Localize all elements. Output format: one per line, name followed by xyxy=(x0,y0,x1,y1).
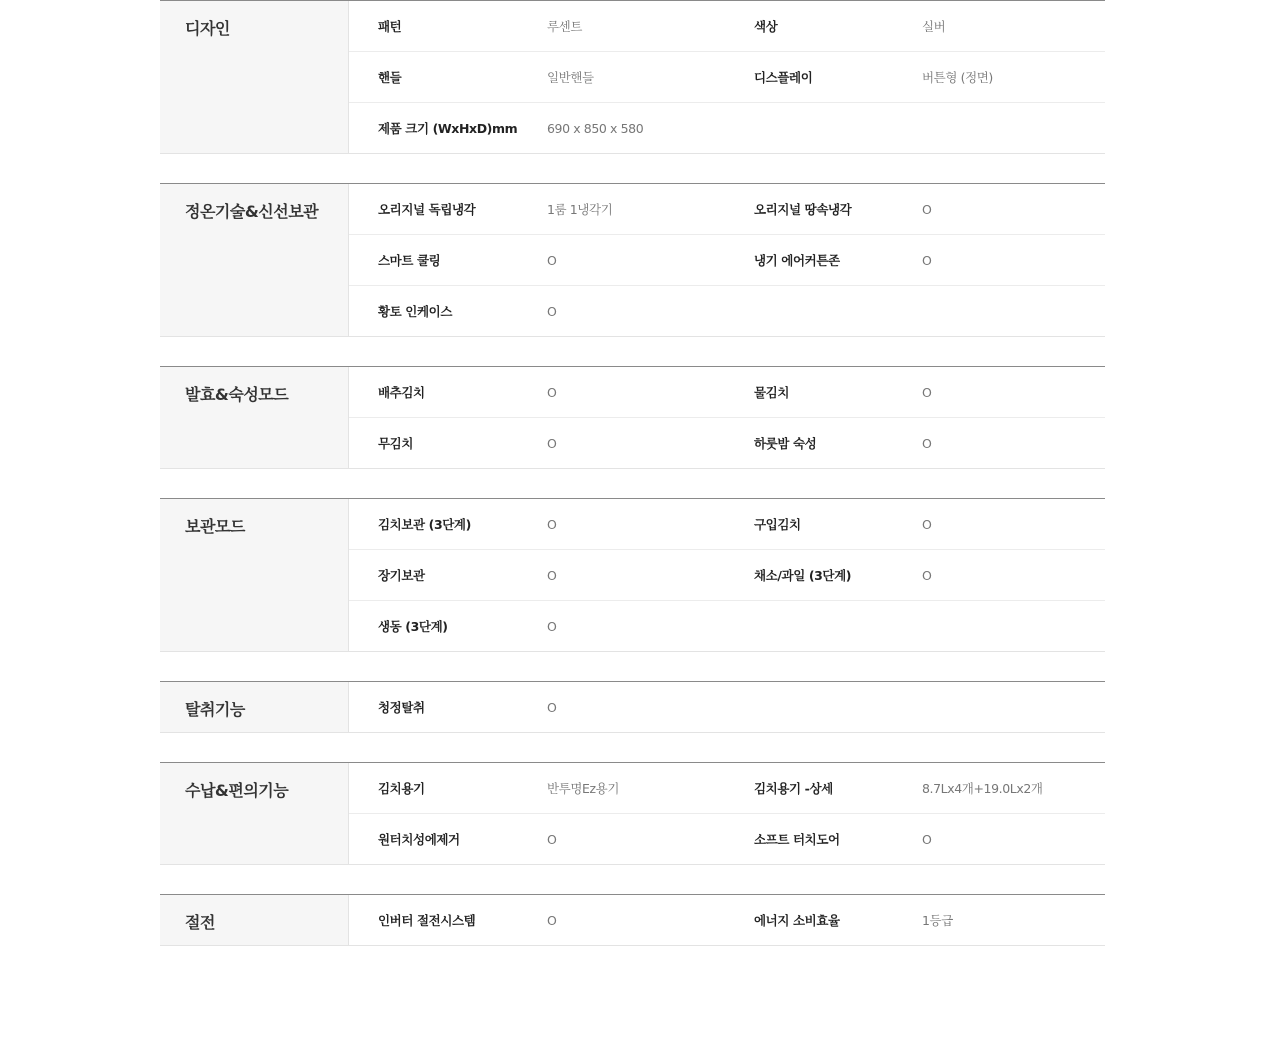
section-title: 정온기술&신선보관 xyxy=(160,184,349,336)
spec-row xyxy=(349,418,1105,468)
spec-section xyxy=(160,762,1105,865)
spec-section xyxy=(160,894,1105,946)
section-rows xyxy=(349,1,1105,153)
spec-label: 무김치 xyxy=(378,436,414,451)
section-rows xyxy=(349,895,1105,945)
spec-label: 오리지널 독립냉각 xyxy=(378,202,476,217)
spec-value: O xyxy=(922,201,932,217)
spec-value: O xyxy=(547,618,557,634)
spec-row xyxy=(349,184,1105,235)
spec-label: 배추김치 xyxy=(378,385,425,400)
spec-label: 김치용기 xyxy=(378,781,425,796)
spec-row xyxy=(349,814,1105,864)
spec-value: O xyxy=(547,384,557,400)
spec-label: 소프트 터치도어 xyxy=(754,832,840,847)
spec-label: 냉기 에어커튼존 xyxy=(754,253,840,268)
spec-label: 황토 인케이스 xyxy=(378,304,453,319)
spec-value: 1등급 xyxy=(922,913,953,928)
spec-row xyxy=(349,52,1105,103)
spec-value: O xyxy=(922,831,932,847)
spec-row xyxy=(349,367,1105,418)
spec-label: 김치용기 -상세 xyxy=(754,781,833,796)
spec-label: 제품 크기 (WxHxD)mm xyxy=(378,121,518,136)
spec-label: 하룻밤 숙성 xyxy=(754,436,817,451)
spec-label: 청정탈취 xyxy=(378,700,425,715)
spec-value: 1룸 1냉각기 xyxy=(547,202,613,217)
spec-value: O xyxy=(922,567,932,583)
spec-table xyxy=(160,0,1105,946)
section-title: 보관모드 xyxy=(160,499,349,651)
spec-value: O xyxy=(547,516,557,532)
spec-section xyxy=(160,498,1105,652)
spec-row xyxy=(349,895,1105,945)
spec-label: 장기보관 xyxy=(378,568,425,583)
spec-value: O xyxy=(547,303,557,319)
section-title: 탈취기능 xyxy=(160,682,349,732)
spec-row xyxy=(349,1,1105,52)
spec-section xyxy=(160,366,1105,469)
spec-value: O xyxy=(922,384,932,400)
section-title: 발효&숙성모드 xyxy=(160,367,349,468)
spec-section xyxy=(160,0,1105,154)
spec-row xyxy=(349,550,1105,601)
spec-value: 루센트 xyxy=(547,19,583,34)
spec-row xyxy=(349,601,1105,651)
spec-value: 8.7Lx4개+19.0Lx2개 xyxy=(922,781,1043,796)
section-rows xyxy=(349,499,1105,651)
spec-row xyxy=(349,763,1105,814)
spec-label: 생동 (3단계) xyxy=(378,619,448,634)
spec-row xyxy=(349,286,1105,336)
spec-value: 실버 xyxy=(922,19,946,34)
spec-label: 에너지 소비효율 xyxy=(754,913,840,928)
spec-label: 색상 xyxy=(754,19,778,34)
spec-value: O xyxy=(547,567,557,583)
spec-row xyxy=(349,235,1105,286)
spec-section xyxy=(160,183,1105,337)
spec-label: 김치보관 (3단계) xyxy=(378,517,471,532)
spec-value: O xyxy=(547,831,557,847)
spec-label: 채소/과일 (3단계) xyxy=(754,568,852,583)
spec-value: O xyxy=(547,435,557,451)
spec-value: O xyxy=(547,912,557,928)
spec-label: 핸들 xyxy=(378,70,402,85)
section-rows xyxy=(349,763,1105,864)
spec-value: 일반핸들 xyxy=(547,70,594,85)
spec-label: 디스플레이 xyxy=(754,70,813,85)
section-title: 수납&편의기능 xyxy=(160,763,349,864)
spec-label: 인버터 절전시스템 xyxy=(378,913,476,928)
spec-value: 반투명Ez용기 xyxy=(547,781,620,796)
section-rows xyxy=(349,184,1105,336)
spec-row xyxy=(349,682,1105,732)
spec-section xyxy=(160,681,1105,733)
spec-label: 구입김치 xyxy=(754,517,801,532)
spec-value: 690 x 850 x 580 xyxy=(547,120,644,136)
spec-label: 패턴 xyxy=(378,19,402,34)
spec-row xyxy=(349,499,1105,550)
section-rows xyxy=(349,367,1105,468)
section-title: 디자인 xyxy=(160,1,349,153)
spec-row xyxy=(349,103,1105,153)
spec-value: 버튼형 (정면) xyxy=(922,70,993,85)
section-rows xyxy=(349,682,1105,732)
spec-label: 원터치성에제거 xyxy=(378,832,460,847)
spec-value: O xyxy=(547,252,557,268)
spec-value: O xyxy=(922,435,932,451)
spec-value: O xyxy=(922,516,932,532)
spec-label: 물김치 xyxy=(754,385,790,400)
spec-value: O xyxy=(922,252,932,268)
spec-label: 스마트 쿨링 xyxy=(378,253,441,268)
spec-label: 오리지널 땅속냉각 xyxy=(754,202,852,217)
spec-value: O xyxy=(547,699,557,715)
section-title: 절전 xyxy=(160,895,349,945)
